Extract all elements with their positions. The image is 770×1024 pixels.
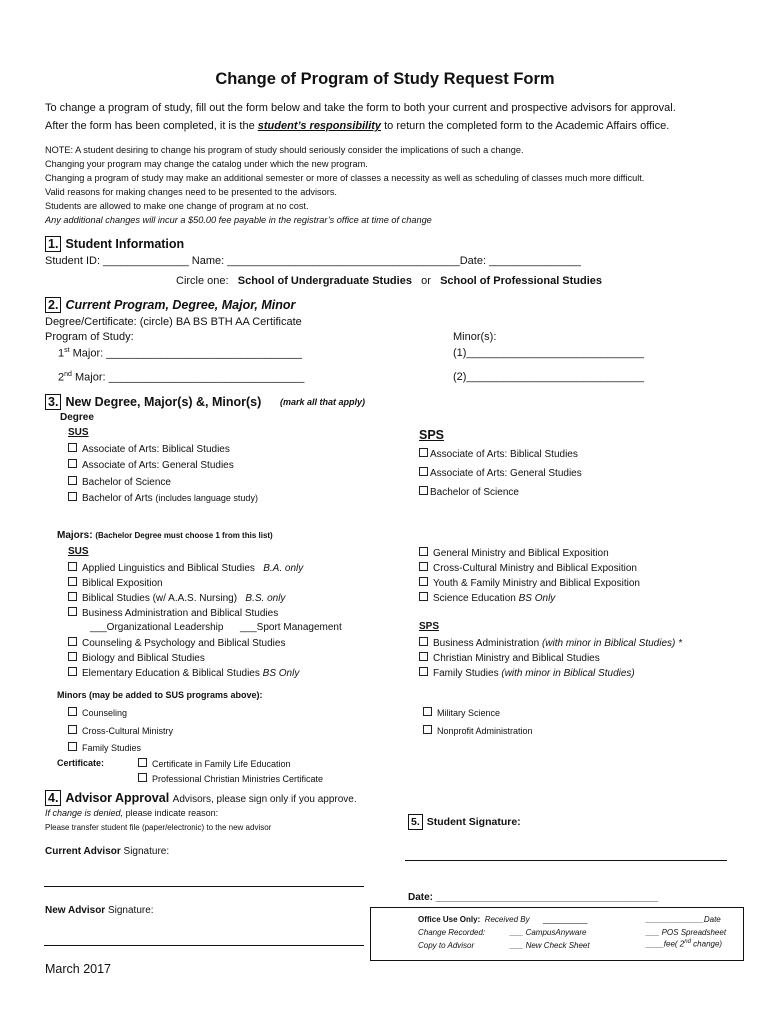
major-option[interactable]	[419, 562, 637, 574]
option-label: Military Science	[437, 708, 501, 718]
degree-option[interactable]	[68, 476, 171, 488]
ordinal-suffix: st	[64, 347, 70, 354]
option-label: Counseling	[82, 708, 128, 718]
major-option[interactable]	[68, 562, 303, 574]
option-label: Christian Ministry and Biblical Studies	[433, 653, 600, 664]
label-bold: Current Advisor	[45, 846, 121, 857]
sps-header: SPS	[419, 428, 445, 442]
mark-all-note: (mark all that apply)	[280, 397, 366, 407]
option-note: (with minor in Biblical Studies) *	[541, 638, 683, 649]
checkbox[interactable]	[68, 562, 77, 571]
degree-circle-line[interactable]: Degree/Certificate: (circle) BA BS BTH AA Certificate	[45, 316, 302, 328]
major-line: Major: ________________________________	[69, 347, 303, 360]
checkbox[interactable]	[138, 773, 147, 782]
section-4-heading	[45, 790, 357, 806]
sus-header: SUS	[68, 427, 89, 438]
major-line: Major: ________________________________	[71, 371, 305, 384]
degree-option[interactable]	[68, 459, 234, 471]
section-title: Advisor Approval	[65, 791, 170, 805]
certificate-option[interactable]	[138, 773, 323, 784]
major-option[interactable]	[419, 547, 609, 559]
checkbox[interactable]	[68, 443, 77, 452]
option-note: (includes language study)	[155, 493, 258, 503]
major-option[interactable]	[68, 637, 285, 649]
option-note: BS Only	[262, 668, 300, 679]
checkbox[interactable]	[68, 476, 77, 485]
checkbox[interactable]	[419, 486, 428, 495]
minor-2-field[interactable]: (2)_____________________________	[453, 371, 644, 383]
student-signature-line[interactable]	[405, 860, 727, 861]
major-option[interactable]	[68, 577, 163, 589]
school-professional-option[interactable]: School of Professional Studies	[440, 275, 603, 287]
checkbox[interactable]	[68, 742, 77, 751]
new-advisor-signature-line[interactable]	[44, 945, 364, 946]
option-label: Biblical Exposition	[82, 578, 163, 589]
minors-heading: Minors (may be added to SUS programs above):	[57, 690, 263, 700]
section-5-heading	[408, 814, 521, 830]
option-note: B.A. only	[263, 563, 304, 574]
major-option[interactable]	[419, 637, 682, 649]
option-label: Youth & Family Ministry and Biblical Exposition	[433, 578, 640, 589]
checkbox[interactable]	[423, 707, 432, 716]
major-option[interactable]	[419, 667, 635, 679]
minor-option[interactable]	[423, 725, 533, 736]
section-number: 4.	[45, 790, 61, 806]
section-2-heading	[45, 297, 295, 313]
ordinal: 1	[58, 347, 65, 360]
checkbox[interactable]	[68, 577, 77, 586]
school-undergraduate-option[interactable]: School of Undergraduate Studies	[237, 275, 412, 287]
checkbox[interactable]	[419, 652, 428, 661]
student-id-name-date-line[interactable]: Student ID: ______________ Name: ______________________________________Date: _______________	[45, 255, 581, 267]
office-use-box	[370, 907, 744, 961]
option-label: Cross-Cultural Ministry and Biblical Exposition	[433, 563, 637, 574]
pos-spreadsheet-check[interactable]: ___ POS Spreadsheet	[646, 928, 727, 937]
option-label: Associate of Arts: General Studies	[430, 468, 582, 479]
option-label: Business Administration	[433, 638, 540, 649]
option-note: B.S. only	[245, 593, 286, 604]
intro-text: to return the completed form to the Academic Affairs office.	[381, 120, 670, 132]
major-option[interactable]	[419, 577, 640, 589]
intro-line-2	[45, 120, 669, 132]
degree-option[interactable]	[68, 443, 230, 455]
degree-option[interactable]	[419, 467, 582, 479]
option-label: Elementary Education & Biblical Studies	[82, 668, 260, 679]
office-row-1	[418, 915, 587, 924]
note-line: Valid reasons for making changes need to be presented to the advisors.	[45, 187, 337, 197]
ordinal-suffix: nd	[64, 371, 72, 378]
checkbox[interactable]	[419, 562, 428, 571]
second-major-field[interactable]	[58, 371, 304, 384]
office-date-field[interactable]: _____________Date	[646, 915, 721, 924]
fee-text: change)	[690, 939, 723, 949]
option-label: Nonprofit Administration	[437, 726, 533, 736]
section-1-heading	[45, 236, 184, 252]
note-line: Changing a program of study may make an additional semester or more of classes a necessity as well as scheduling of classes much more difficult.	[45, 173, 645, 183]
concentration-org-leadership[interactable]: ___Organizational Leadership	[90, 622, 224, 633]
section-number: 5.	[408, 814, 423, 830]
circle-label: Circle one:	[176, 275, 229, 287]
section-number: 1.	[45, 236, 61, 252]
option-label: Certificate in Family Life Education	[152, 759, 291, 769]
checkbox[interactable]	[68, 725, 77, 734]
minor-option[interactable]	[423, 707, 500, 718]
checkbox[interactable]	[419, 592, 428, 601]
checkbox[interactable]	[68, 667, 77, 676]
second-change-fee-check[interactable]	[646, 939, 722, 949]
copy-to-advisor-label: Copy to Advisor	[418, 941, 475, 950]
degree-label: Degree	[60, 412, 94, 423]
checkbox[interactable]	[419, 448, 428, 457]
current-advisor-signature-line[interactable]	[44, 886, 364, 887]
majors-heading	[57, 530, 273, 541]
current-advisor-signature-label	[45, 846, 169, 857]
section-subtitle: Advisors, please sign only if you approve.	[172, 794, 357, 805]
new-advisor-signature-label	[45, 905, 154, 916]
major-option[interactable]	[68, 607, 278, 619]
option-label: Business Administration and Biblical Studies	[82, 608, 279, 619]
checkbox[interactable]	[419, 667, 428, 676]
transfer-note: Please transfer student file (paper/electronic) to the new advisor	[45, 823, 272, 832]
fee-sup: nd	[684, 939, 691, 945]
checkbox[interactable]	[419, 577, 428, 586]
minor-option[interactable]	[68, 742, 141, 753]
checkbox[interactable]	[68, 652, 77, 661]
option-label: Family Studies	[82, 743, 142, 753]
intro-text: After the form has been completed, it is the	[45, 120, 258, 132]
checkbox[interactable]	[68, 492, 77, 501]
school-circle-row	[176, 275, 602, 287]
option-label: Associate of Arts: Biblical Studies	[430, 449, 578, 460]
option-note: (with minor in Biblical Studies)	[501, 668, 635, 679]
section-title: Current Program, Degree, Major, Minor	[65, 298, 296, 312]
denied-text: please indicate reason:	[123, 808, 219, 818]
or-label: or	[421, 275, 431, 287]
label-text: Signature:	[105, 905, 154, 916]
received-by-field[interactable]: __________	[542, 915, 588, 924]
section-number: 2.	[45, 297, 61, 313]
option-label: General Ministry and Biblical Exposition	[433, 548, 609, 559]
section-title: New Degree, Major(s) &, Minor(s)	[65, 395, 262, 409]
concentration-sport-management[interactable]: ___Sport Management	[240, 622, 342, 633]
checkbox[interactable]	[68, 607, 77, 616]
denied-reason-label[interactable]	[45, 808, 218, 818]
option-note: BS Only	[518, 593, 556, 604]
option-label: Science Education	[433, 593, 516, 604]
ordinal: 2	[58, 371, 65, 384]
change-recorded-label: Change Recorded:	[418, 928, 486, 937]
option-label: Cross-Cultural Ministry	[82, 726, 174, 736]
checkbox[interactable]	[68, 707, 77, 716]
campus-anyware-check[interactable]: ___ CampusAnyware	[510, 928, 587, 937]
checkbox[interactable]	[68, 637, 77, 646]
majors-sus-header: SUS	[68, 546, 89, 557]
student-responsibility: student’s responsibility	[257, 120, 382, 132]
minor-1-field[interactable]: (1)_____________________________	[453, 347, 644, 359]
student-date-field[interactable]: Date: ________________________________________	[408, 892, 659, 903]
checkbox[interactable]	[68, 459, 77, 468]
minor-option[interactable]	[68, 725, 173, 736]
new-check-sheet-check[interactable]: ___ New Check Sheet	[510, 941, 590, 950]
checkbox[interactable]	[68, 592, 77, 601]
checkbox[interactable]	[423, 725, 432, 734]
checkbox[interactable]	[419, 547, 428, 556]
option-label: Professional Christian Ministries Certificate	[152, 774, 324, 784]
option-label: Associate of Arts: Biblical Studies	[82, 444, 230, 455]
major-option[interactable]	[68, 652, 205, 664]
section-title: Student Information	[65, 237, 185, 251]
checkbox[interactable]	[138, 758, 147, 767]
option-label: Associate of Arts: General Studies	[82, 460, 234, 471]
denied-text: If change is denied,	[45, 808, 124, 818]
office-use-label: Office Use Only:	[418, 915, 481, 924]
option-label: Applied Linguistics and Biblical Studies	[82, 563, 255, 574]
label-text: Signature:	[120, 846, 170, 857]
option-label: Counseling & Psychology and Biblical Studies	[82, 638, 286, 649]
section-title: Student Signature:	[426, 816, 521, 828]
note-line: Changing your program may change the catalog under which the new program.	[45, 159, 368, 169]
checkbox[interactable]	[419, 467, 428, 476]
page-title: Change of Program of Study Request Form	[215, 70, 555, 88]
minors-label: Minor(s):	[453, 331, 497, 343]
degree-option[interactable]	[419, 486, 519, 498]
fee-text: ____fee( 2	[646, 939, 685, 949]
footer-date: March 2017	[45, 962, 112, 976]
option-label: Bachelor of Science	[430, 487, 519, 498]
degree-option[interactable]	[68, 492, 258, 504]
majors-sps-header: SPS	[419, 621, 440, 632]
note-line: Any additional changes will incur a $50.00 fee payable in the registrar’s office at time of change	[45, 215, 432, 225]
option-label: Biblical Studies (w/ A.A.S. Nursing)	[82, 593, 238, 604]
certificate-option[interactable]	[138, 758, 291, 769]
program-of-study-label: Program of Study:	[45, 331, 134, 343]
received-by-label: Received By	[484, 915, 530, 924]
degree-option[interactable]	[419, 448, 578, 460]
majors-label: Majors:	[57, 530, 93, 541]
major-option[interactable]	[68, 592, 285, 604]
option-label: Bachelor of Arts	[82, 493, 153, 504]
checkbox[interactable]	[419, 637, 428, 646]
intro-line-1: To change a program of study, fill out the form below and take the form to both your current and prospective advisors for approval.	[45, 102, 676, 114]
minor-option[interactable]	[68, 707, 127, 718]
option-label: Family Studies	[433, 668, 499, 679]
section-number: 3.	[45, 394, 61, 410]
major-option[interactable]	[419, 652, 600, 664]
option-label: Biology and Biblical Studies	[82, 653, 205, 664]
first-major-field[interactable]	[58, 347, 302, 360]
note-line: Students are allowed to make one change of program at no cost.	[45, 201, 309, 211]
certificate-label: Certificate:	[57, 758, 105, 768]
label-bold: New Advisor	[45, 905, 106, 916]
major-option[interactable]	[419, 592, 555, 604]
note-line: NOTE: A student desiring to change his program of study should seriously consider the implications of such a change.	[45, 145, 524, 155]
section-3-heading	[45, 394, 261, 410]
option-label: Bachelor of Science	[82, 477, 171, 488]
major-option[interactable]	[68, 667, 299, 679]
majors-note: (Bachelor Degree must choose 1 from this list)	[95, 531, 273, 540]
